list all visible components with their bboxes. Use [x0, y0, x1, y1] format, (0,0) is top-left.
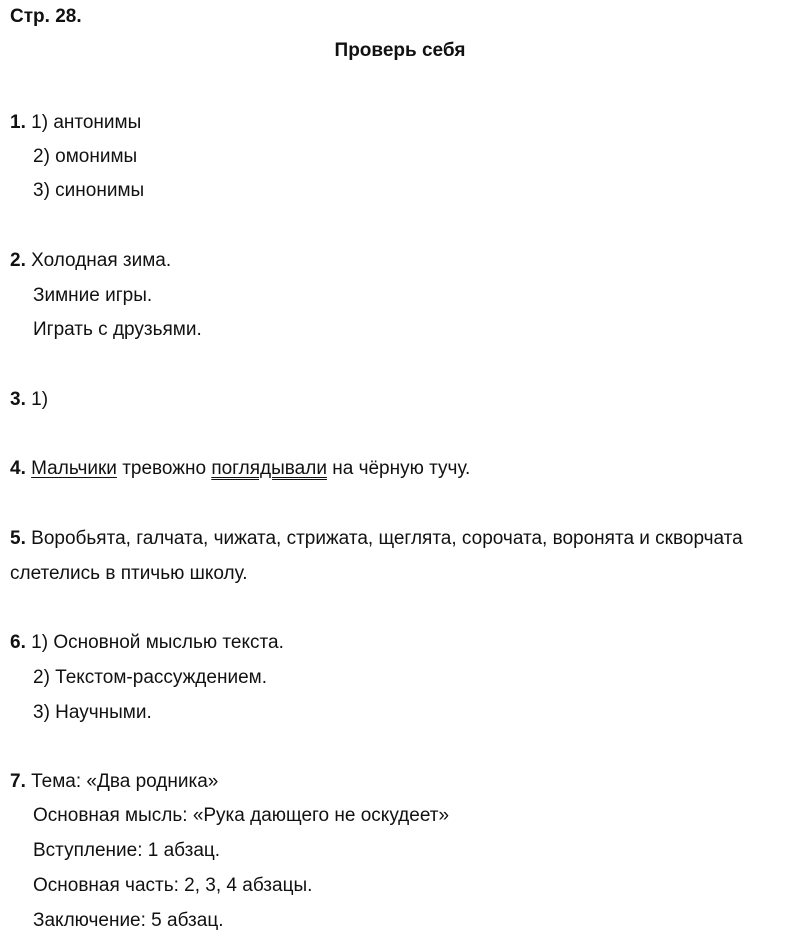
predicate-word: поглядывали [211, 458, 327, 479]
answer-text: Тема: «Два родника» [31, 771, 219, 792]
task-1-line-1 [10, 112, 141, 134]
page-title: Проверь себя [334, 40, 466, 61]
task-6-line-2: 2) Текстом-рассуждением. [33, 667, 267, 688]
answer-text: 1) Основной мыслью текста. [31, 632, 284, 653]
page-label: Стр. 28. [10, 6, 82, 27]
task-6-line-3: 3) Научными. [33, 702, 152, 723]
task-4-line-1 [10, 458, 470, 480]
task-number: 2. [10, 250, 26, 271]
task-5-line-1 [10, 528, 743, 550]
answer-text: Холодная зима. [31, 250, 172, 271]
task-5-line-2: слетелись в птичью школу. [10, 563, 248, 584]
task-2-line-3: Играть с друзьями. [33, 319, 202, 340]
task-number: 7. [10, 771, 26, 792]
adverb-word: тревожно [122, 458, 207, 479]
task-number: 3. [10, 389, 26, 410]
task-2-line-1 [10, 250, 171, 272]
task-3-line-1 [10, 389, 48, 411]
answer-text: 1) антонимы [31, 112, 142, 133]
task-number: 1. [10, 112, 26, 133]
task-number: 6. [10, 632, 26, 653]
task-1-line-2: 2) омонимы [33, 146, 138, 167]
task-7-line-3: Вступление: 1 абзац. [33, 840, 221, 861]
task-2-line-2: Зимние игры. [33, 285, 153, 306]
task-7-line-5: Заключение: 5 абзац. [33, 910, 224, 931]
task-number: 4. [10, 458, 26, 479]
task-6-line-1 [10, 632, 284, 654]
task-7-line-2: Основная мысль: «Рука дающего не оскудеет» [33, 805, 450, 826]
subject-word: Мальчики [31, 458, 117, 479]
task-7-line-4: Основная часть: 2, 3, 4 абзацы. [33, 875, 313, 896]
task-7-line-1 [10, 771, 218, 793]
answer-text: 1) [31, 389, 49, 410]
task-1-line-3: 3) синонимы [33, 180, 145, 201]
sentence-rest: на чёрную тучу. [332, 458, 471, 479]
answer-text: Воробьята, галчата, чижата, стрижата, щеглята, сорочата, воронята и скворчата [31, 528, 743, 549]
task-number: 5. [10, 528, 26, 549]
